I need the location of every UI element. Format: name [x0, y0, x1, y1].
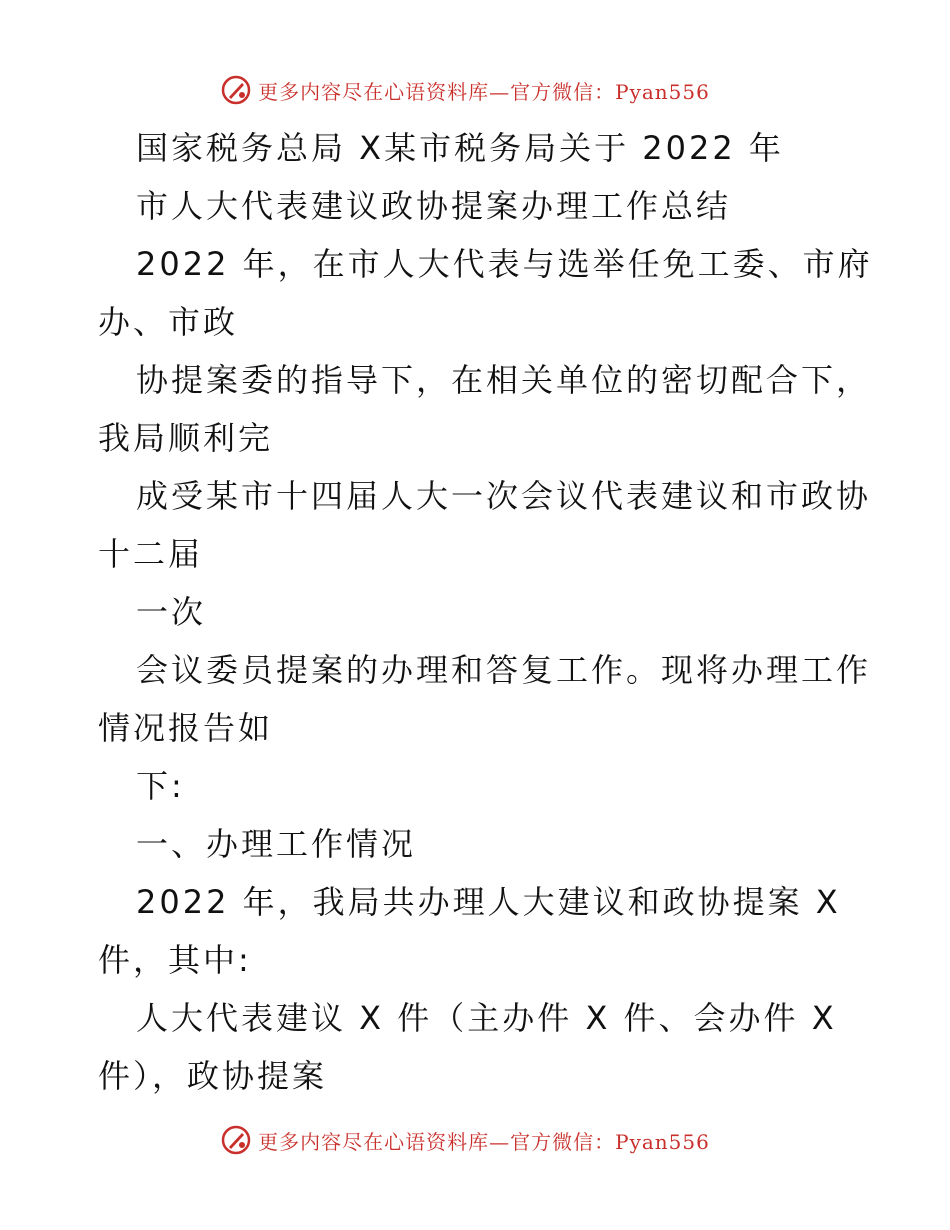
paragraph-line: 办、市政: [98, 303, 239, 341]
watermark-banner-bottom: [0, 1120, 950, 1160]
doc-title-line-1: 国家税务总局 X某市税务局关于 2022 年: [136, 129, 784, 167]
paragraph-line: 一次: [136, 593, 207, 631]
paragraph-line: 件），政协提案: [98, 1057, 328, 1095]
paragraph-line: 我局顺利完: [98, 419, 274, 457]
quill-seal-icon: [220, 1124, 252, 1156]
paragraph-line: 件，其中:: [98, 941, 252, 979]
quill-seal-icon: [220, 74, 252, 106]
doc-title-line-2: 市人大代表建议政协提案办理工作总结: [136, 187, 732, 225]
paragraph-line: 2022 年，在市人大代表与选举任免工委、市府: [136, 245, 873, 283]
paragraph-line: 人大代表建议 X 件（主办件 X 件、会办件 X: [136, 999, 837, 1037]
watermark-text: 更多内容尽在心语资料库—官方微信：Pyan556: [258, 79, 710, 104]
paragraph-line: 2022 年，我局共办理人大建议和政协提案 X: [136, 883, 841, 921]
paragraph-line: 协提案委的指导下，在相关单位的密切配合下，: [136, 361, 872, 399]
paragraph-line: 成受某市十四届人大一次会议代表建议和市政协: [136, 477, 872, 515]
paragraph-line: 十二届: [98, 535, 204, 573]
paragraph-line: 会议委员提案的办理和答复工作。现将办理工作: [136, 651, 872, 689]
paragraph-line: 下:: [136, 767, 185, 805]
section-heading: 一、办理工作情况: [136, 825, 417, 863]
watermark-text: 更多内容尽在心语资料库—官方微信：Pyan556: [258, 1129, 710, 1154]
paragraph-line: 情况报告如: [98, 709, 274, 747]
watermark-banner-top: [0, 70, 950, 110]
